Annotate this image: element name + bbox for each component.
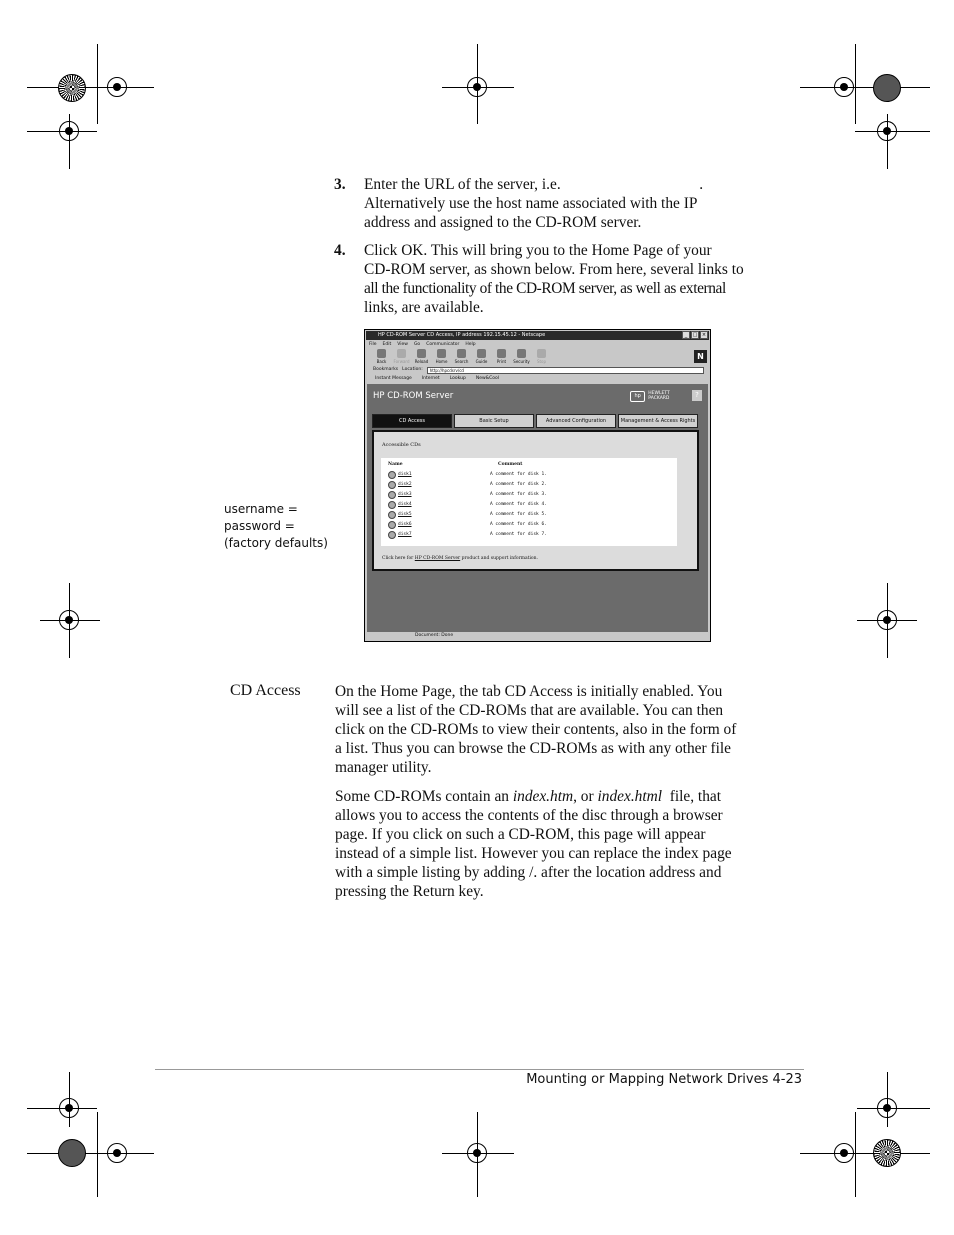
tab-bar [372,414,698,428]
paragraph-line: On the Home Page, the tab CD Access is initially enabled. You [335,683,723,700]
navigation-toolbar [367,348,708,366]
side-note-line: (factory defaults) [224,536,328,550]
registration-mark-icon [834,77,854,97]
step-number: 3. [334,176,346,193]
page-content [367,384,708,632]
toolbar-label: Print [496,359,507,364]
cd-link[interactable]: disk2 [398,482,412,487]
toolbar-label: Back [376,359,387,364]
personal-toolbar [367,375,708,383]
cd-link[interactable]: disk7 [398,532,412,537]
section-heading: CD Access [230,682,301,699]
panel-heading: Accessible CDs [382,442,421,448]
filename: index.htm [512,788,574,805]
paragraph-line: a list. Thus you can browse the CD-ROMs as with any other file [335,740,731,757]
step-line: links, are available. [364,299,484,316]
registration-mark-icon [467,77,487,97]
maximize-icon[interactable]: □ [692,332,698,338]
menu-file[interactable]: File [369,342,377,347]
paragraph-line: page. If you click on such a CD-ROM, this page will appear [335,826,706,843]
paragraph-line: Some CD-ROMs contain an index.htm, or index.html file, that [335,788,722,805]
forward-button[interactable] [393,348,410,366]
personal-link[interactable]: Internet [421,376,440,381]
cd-table [381,458,677,546]
location-bar [367,366,708,374]
tab-cd-access[interactable]: CD Access [372,414,452,428]
cd-comment: A comment for disk 2. [490,482,547,487]
menu-view[interactable]: View [397,342,408,347]
cd-icon [388,531,396,539]
footer-text: product and support information. [460,556,538,561]
guide-icon [477,349,486,358]
toolbar-label: Home [435,359,448,364]
rosette-mark-icon [58,1139,86,1167]
paragraph-line: manager utility. [335,759,432,776]
menu-communicator[interactable]: Communicator [426,342,460,347]
step-4 [334,241,804,317]
hp-logo-icon: hp [630,391,645,402]
print-button[interactable] [493,348,510,366]
menu-edit[interactable]: Edit [382,342,392,347]
url-input[interactable]: http://hpcdsrv/cd [427,367,704,374]
stop-button[interactable] [533,348,550,366]
menu-help[interactable]: Help [465,342,476,347]
toolbar-label: Guide [475,359,488,364]
tab-advanced-configuration[interactable]: Advanced Configuration [536,414,616,428]
registration-mark-icon [59,1098,79,1118]
cd-comment: A comment for disk 3. [490,492,547,497]
home-icon [437,349,446,358]
paragraph [335,787,805,901]
close-icon[interactable]: × [701,332,707,338]
toolbar-label: Stop [536,359,547,364]
table-row [388,521,668,531]
column-header-comment: Comment [498,462,523,467]
registration-mark-icon [107,1143,127,1163]
cd-comment: A comment for disk 7. [490,532,547,537]
rosette-mark-icon [873,74,901,102]
home-button[interactable] [433,348,450,366]
search-button[interactable] [453,348,470,366]
step-line: all the functionality of the CD-ROM server, as well as external [364,280,726,297]
status-bar [367,632,708,640]
cd-comment: A comment for disk 4. [490,502,547,507]
tab-basic-setup[interactable]: Basic Setup [454,414,534,428]
lock-icon [517,349,526,358]
cd-icon [388,471,396,479]
cd-comment: A comment for disk 5. [490,512,547,517]
toolbar-label: Reload [414,359,429,364]
rosette-mark-icon [58,74,86,102]
cd-icon [388,511,396,519]
location-label: Location: [402,367,423,372]
netscape-logo-icon: N [694,350,707,363]
reload-button[interactable] [413,348,430,366]
cd-icon [388,491,396,499]
step-line: Enter the URL of the server, i.e. . [364,176,704,193]
status-text: Document: Done [415,633,454,638]
cd-link[interactable]: disk5 [398,512,412,517]
cd-comment: A comment for disk 1. [490,472,547,477]
forward-arrow-icon [397,349,406,358]
bookmarks-button[interactable]: Bookmarks [373,367,399,372]
step-line: Alternatively use the host name associated with the IP [364,195,698,212]
toolbar-label: Security [513,359,530,364]
reload-icon [417,349,426,358]
column-header-name: Name [388,462,403,467]
toolbar-label: Forward [393,359,410,364]
step-number: 4. [334,242,346,259]
step-line: address and assigned to the CD-ROM server. [364,214,642,231]
window-controls [682,331,708,339]
cd-link[interactable]: disk3 [398,492,412,497]
back-arrow-icon [377,349,386,358]
cd-link[interactable]: disk6 [398,522,412,527]
paragraph-line: allows you to access the contents of the disc through a browser [335,807,723,824]
back-button[interactable] [373,348,390,366]
browser-screenshot [364,329,711,642]
filename: index.html [597,788,663,805]
side-note [224,501,328,552]
security-button[interactable] [513,348,530,366]
hp-logo-text: HEWLETT PACKARD [648,391,670,401]
guide-button[interactable] [473,348,490,366]
search-icon [457,349,466,358]
registration-mark-icon [107,77,127,97]
print-icon [497,349,506,358]
paragraph [335,682,805,777]
step-3 [334,175,804,232]
registration-mark-icon [467,1143,487,1163]
cd-comment: A comment for disk 6. [490,522,547,527]
cd-access-panel [372,430,699,571]
paragraph-line: pressing the Return key. [335,883,484,900]
minimize-icon[interactable]: _ [682,331,690,339]
page-title: HP CD-ROM Server [373,391,454,401]
page-footer: Mounting or Mapping Network Drives 4-23 [526,1072,802,1087]
toolbar-label: Search [454,359,469,364]
personal-link[interactable]: New&Cool [475,376,500,381]
side-note-line: password = [224,519,295,533]
step-line: Click OK. This will bring you to the Home Page of your [364,242,712,259]
menu-bar [367,341,476,348]
personal-link[interactable]: Instant Message [375,376,412,381]
cd-icon [388,501,396,509]
table-row [388,511,668,521]
footer-text: Click here for [382,556,415,561]
registration-mark-icon [834,1143,854,1163]
table-row [388,481,668,491]
registration-mark-icon [59,610,79,630]
paragraph-line: with a simple listing by adding /. after the location address and [335,864,722,881]
help-button[interactable]: ? [692,390,702,401]
menu-go[interactable]: Go [413,342,421,347]
cd-icon [388,521,396,529]
cd-icon [388,481,396,489]
side-note-line: username = [224,502,298,516]
hp-cdrom-server-link[interactable]: HP CD-ROM Server [414,556,461,561]
registration-mark-icon [877,1098,897,1118]
step-line: CD-ROM server, as shown below. From here, several links to [364,261,744,278]
registration-mark-icon [877,610,897,630]
tab-management-access-rights[interactable]: Management & Access Rights [618,414,698,428]
rosette-mark-icon [873,1139,901,1167]
footer-rule [155,1069,804,1070]
table-row [388,531,668,541]
cd-link[interactable]: disk1 [398,472,412,477]
table-row [388,471,668,481]
paragraph-line: instead of a simple list. However you can replace the index page [335,845,732,862]
personal-link[interactable]: Lookup [449,376,466,381]
table-row [388,501,668,511]
table-row [388,491,668,501]
panel-footer [382,556,538,561]
paragraph-line: will see a list of the CD-ROMs that are available. You can then [335,702,724,719]
window-title: HP CD-ROM Server CD Access, IP address 192.15.45.12 - Netscape [366,331,709,340]
stop-icon [537,349,546,358]
cd-link[interactable]: disk4 [398,502,412,507]
hp-logo [630,390,690,402]
paragraph-line: click on the CD-ROMs to view their contents, also in the form of [335,721,737,738]
